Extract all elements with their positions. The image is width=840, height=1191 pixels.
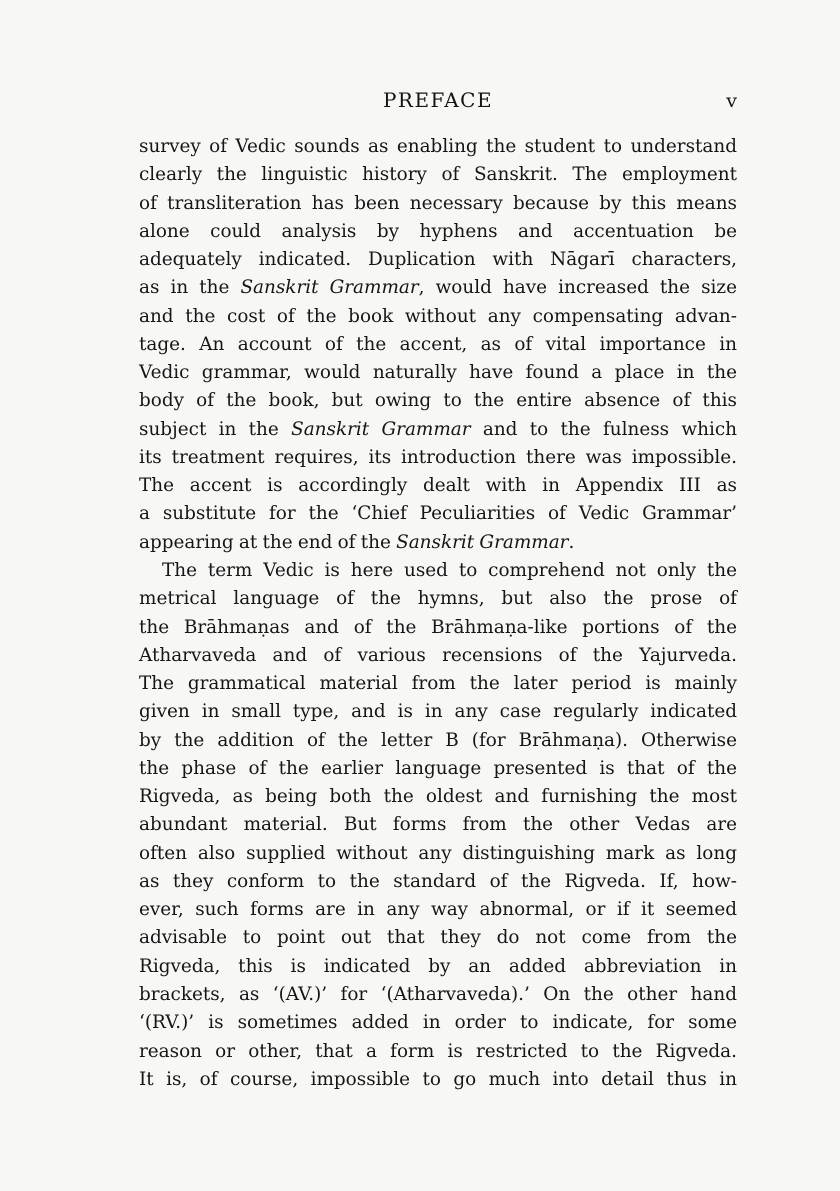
book-title-italic: Sanskrit Grammar: [291, 418, 471, 440]
text-line: as in the Sanskrit Grammar, would have increased the size: [139, 277, 737, 299]
text-line: metrical language of the hymns, but also the prose of: [139, 588, 737, 610]
text-line: It is, of course, impossible to go much into detail thus in: [139, 1068, 737, 1090]
text-line: alone could analysis by hyphens and accentuation be: [139, 220, 737, 242]
text-line: survey of Vedic sounds as enabling the student to understand: [139, 136, 737, 157]
text-line: as they conform to the standard of the Rigveda. If, how-: [139, 870, 737, 892]
text-line: The grammatical material from the later period is mainly: [139, 673, 737, 695]
text-line: Rigveda, this is indicated by an added abbreviation in: [139, 955, 737, 977]
text-line: brackets, as ‘(AV.)’ for ‘(Atharvaveda).’ On the other hand: [139, 983, 737, 1005]
text-line: Atharvaveda and of various recensions of the Yajurveda.: [139, 644, 737, 666]
text-line: body of the book, but owing to the entire absence of this: [139, 390, 737, 412]
text-line: often also supplied without any distinguishing mark as long: [139, 842, 737, 864]
book-title-italic: Sanskrit Grammar: [240, 277, 419, 299]
text-line: the Brāhmaṇas and of the Brāhmaṇa-like portions of the: [139, 616, 737, 638]
text-line: Rigveda, as being both the oldest and furnishing the most: [139, 786, 737, 808]
body-text: [139, 133, 737, 1094]
text-line: clearly the linguistic history of Sanskrit. The employment: [139, 164, 737, 186]
text-line: advisable to point out that they do not come from the: [139, 927, 737, 949]
text-line: reason or other, that a form is restricted to the Rigveda.: [139, 1040, 737, 1062]
running-header: [139, 88, 737, 118]
text-line: a substitute for the ‘Chief Peculiarities of Vedic Grammar’: [139, 503, 737, 525]
text-line: Vedic grammar, would naturally have found a place in the: [139, 362, 737, 384]
text-line: subject in the Sanskrit Grammar and to the fulness which: [139, 418, 738, 440]
text-line: ‘(RV.)’ is sometimes added in order to indicate, for some: [139, 1012, 737, 1034]
text-line: given in small type, and is in any case regularly indicated: [139, 701, 737, 723]
text-line: its treatment requires, its introduction there was impossible.: [139, 446, 737, 468]
text-line: The accent is accordingly dealt with in Appendix III as: [139, 475, 737, 497]
text-line: tage. An account of the accent, as of vital importance in: [139, 333, 737, 355]
text-line: abundant material. But forms from the other Vedas are: [139, 814, 737, 836]
text-line: and the cost of the book without any compensating advan-: [139, 305, 737, 327]
text-line: appearing at the end of the Sanskrit Grammar.: [139, 531, 575, 553]
text-line: adequately indicated. Duplication with Nāgarī characters,: [139, 249, 737, 271]
page-title: PREFACE: [382, 88, 494, 112]
text-line: of transliteration has been necessary because by this means: [139, 192, 737, 214]
page-number: v: [726, 90, 737, 112]
paragraph-start-line: The term Vedic is here used to comprehend not only the: [162, 559, 737, 581]
text-line: the phase of the earlier language presented is that of the: [139, 757, 737, 779]
book-title-italic: Sanskrit Grammar: [396, 531, 569, 553]
text-line: by the addition of the letter B (for Brāhmaṇa). Otherwise: [139, 729, 737, 751]
text-line: ever, such forms are in any way abnormal, or if it seemed: [139, 899, 737, 921]
